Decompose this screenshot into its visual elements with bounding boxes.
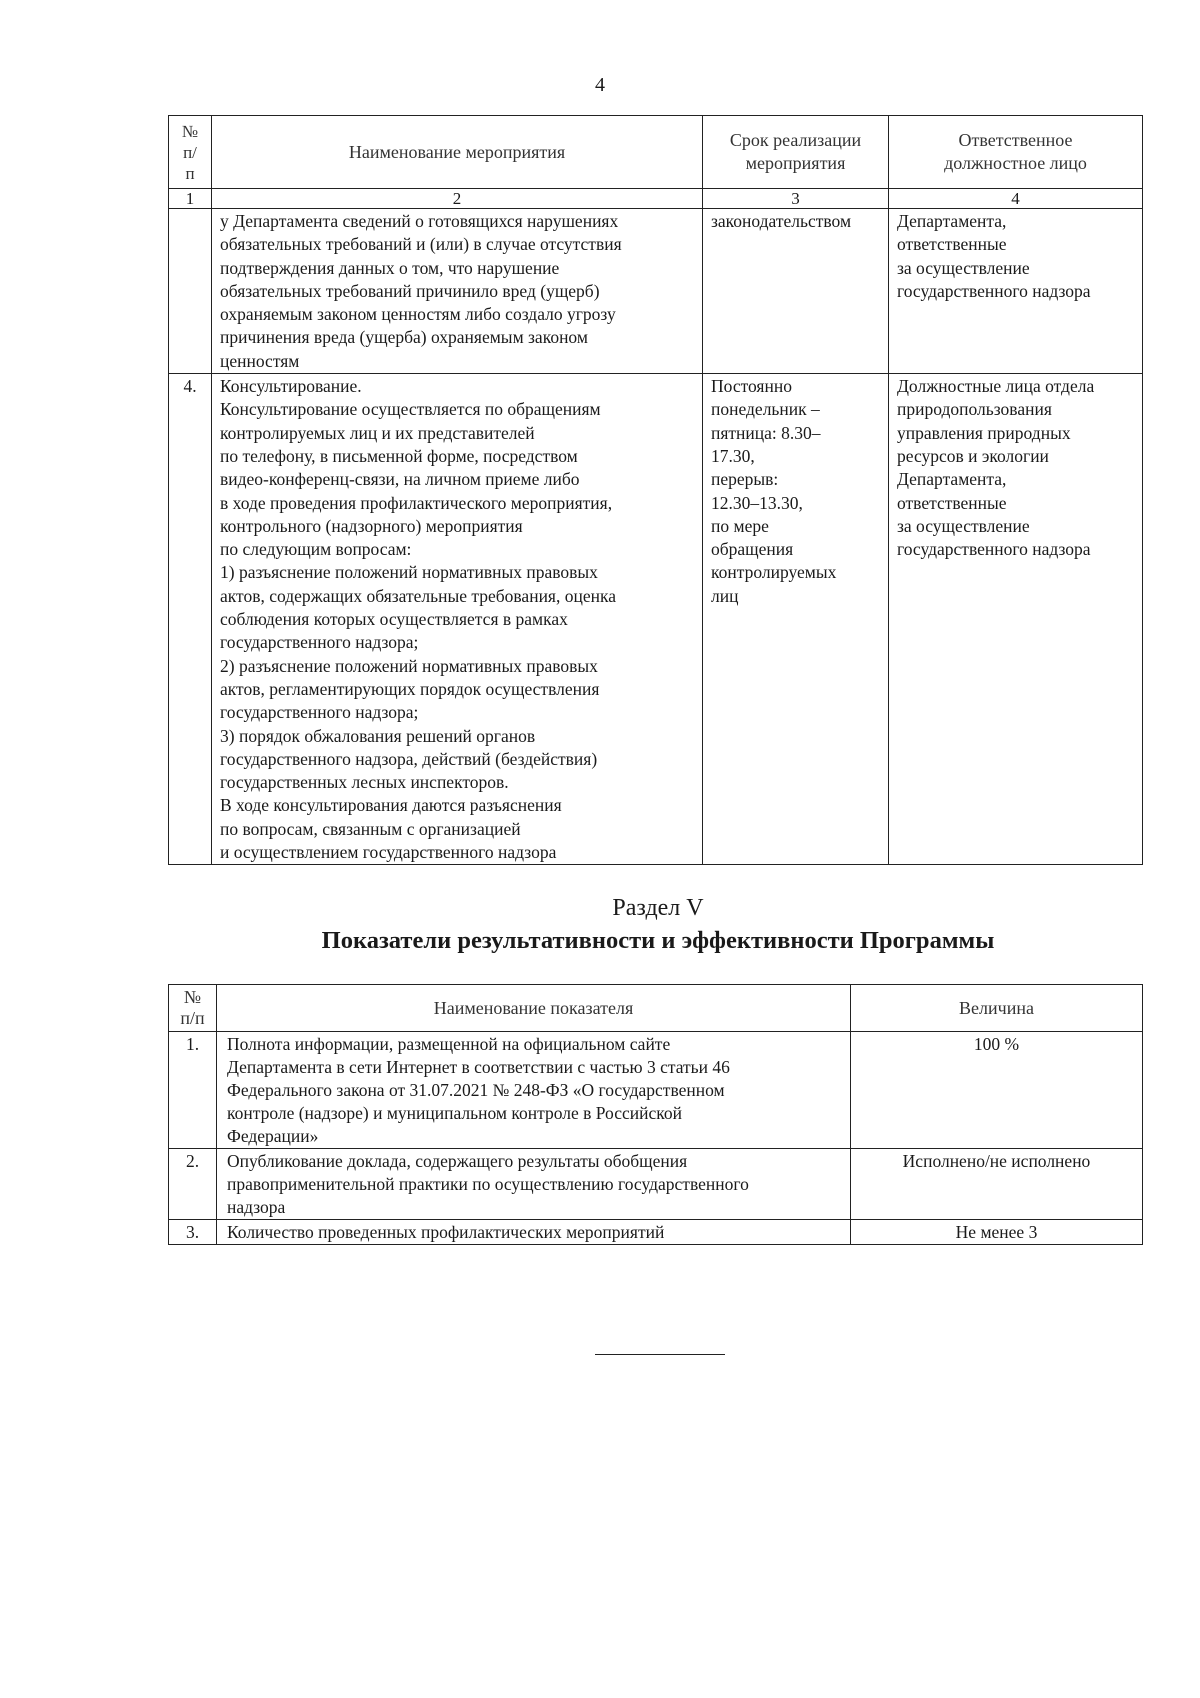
activity-name: Консультирование. Консультирование осуществляется по обращениям контролируемых лиц и их представителей по телефону, в письменной форме, посредством видео-конференц-связи, на личном приеме либо в ходе проведения профилактического мероприятия, контрольного (надзорного) мероприятия по следующим вопросам: 1) разъяснение положений нормативных правовых актов, содержащих обязательные требования, оценка соблюдения которых осуществляется в рамках государственного надзора; 2) разъяснение положений нормативных правовых актов, регламентирующих порядок осуществления государственного надзора; 3) порядок обжалования решений органов государственного надзора, действий (бездействия) государственных лесных инспекторов. В ходе консультирования даются разъяснения по вопросам, связанным с организацией и осуществлением государственного надзора — [212, 374, 703, 865]
activity-name: у Департамента сведений о готовящихся нарушениях обязательных требований и (или) в случае отсутствия подтверждения данных о том, что нарушение обязательных требований причинило вред (ущерб) охраняемым законом ценностям либо создало угрозу причинения вреда (ущерба) охраняемым законом ценностям — [212, 209, 703, 374]
indicator-name: Полнота информации, размещенной на официальном сайте Департамента в сети Интернет в соответствии с частью 3 статьи 46 Федерального закона от 31.07.2021 № 248-ФЗ «О государственном контроле (надзоре) и муниципальном контроле в Российской Федерации» — [217, 1032, 851, 1149]
indicator-name: Количество проведенных профилактических мероприятий — [217, 1220, 851, 1245]
activity-term: Постоянно понедельник – пятница: 8.30– 17.30, перерыв: 12.30–13.30, по мере обращения контролируемых лиц — [703, 374, 889, 865]
header-activity-name: Наименование мероприятия — [212, 116, 703, 189]
row-number: 2. — [169, 1149, 217, 1220]
row-number: 3. — [169, 1220, 217, 1245]
section-label: Раздел V — [612, 895, 704, 921]
column-numbers-row — [169, 189, 1143, 209]
activities-table — [168, 115, 1143, 865]
header-value: Величина — [851, 985, 1143, 1032]
col-number: 3 — [703, 189, 889, 209]
row-number — [169, 209, 212, 374]
indicator-value: Исполнено/не исполнено — [851, 1149, 1143, 1220]
indicator-value: 100 % — [851, 1032, 1143, 1149]
page-number: 4 — [595, 74, 605, 96]
header-term: Срок реализации мероприятия — [703, 116, 889, 189]
table-row — [169, 1220, 1143, 1245]
row-number: 4. — [169, 374, 212, 865]
table-row — [169, 1149, 1143, 1220]
table-row — [169, 1032, 1143, 1149]
table-row — [169, 374, 1143, 865]
indicator-name: Опубликование доклада, содержащего результаты обобщения правоприменительной практики по осуществлению государственного надзора — [217, 1149, 851, 1220]
table-row — [169, 209, 1143, 374]
end-rule-divider — [595, 1354, 725, 1355]
section-title: Показатели результативности и эффективности Программы — [321, 927, 995, 954]
header-indicator-name: Наименование показателя — [217, 985, 851, 1032]
activity-responsible: Департамента, ответственные за осуществление государственного надзора — [889, 209, 1143, 374]
col-number: 2 — [212, 189, 703, 209]
table-header-row — [169, 985, 1143, 1032]
indicator-value: Не менее 3 — [851, 1220, 1143, 1245]
row-number: 1. — [169, 1032, 217, 1149]
activity-responsible: Должностные лица отдела природопользования управления природных ресурсов и экологии Департамента, ответственные за осуществление государственного надзора — [889, 374, 1143, 865]
header-num: № п/ п — [169, 116, 212, 189]
table-header-row — [169, 116, 1143, 189]
col-number: 1 — [169, 189, 212, 209]
header-responsible: Ответственное должностное лицо — [889, 116, 1143, 189]
indicators-table — [168, 984, 1143, 1245]
col-number: 4 — [889, 189, 1143, 209]
header-num: № п/п — [169, 985, 217, 1032]
activity-term: законодательством — [703, 209, 889, 374]
